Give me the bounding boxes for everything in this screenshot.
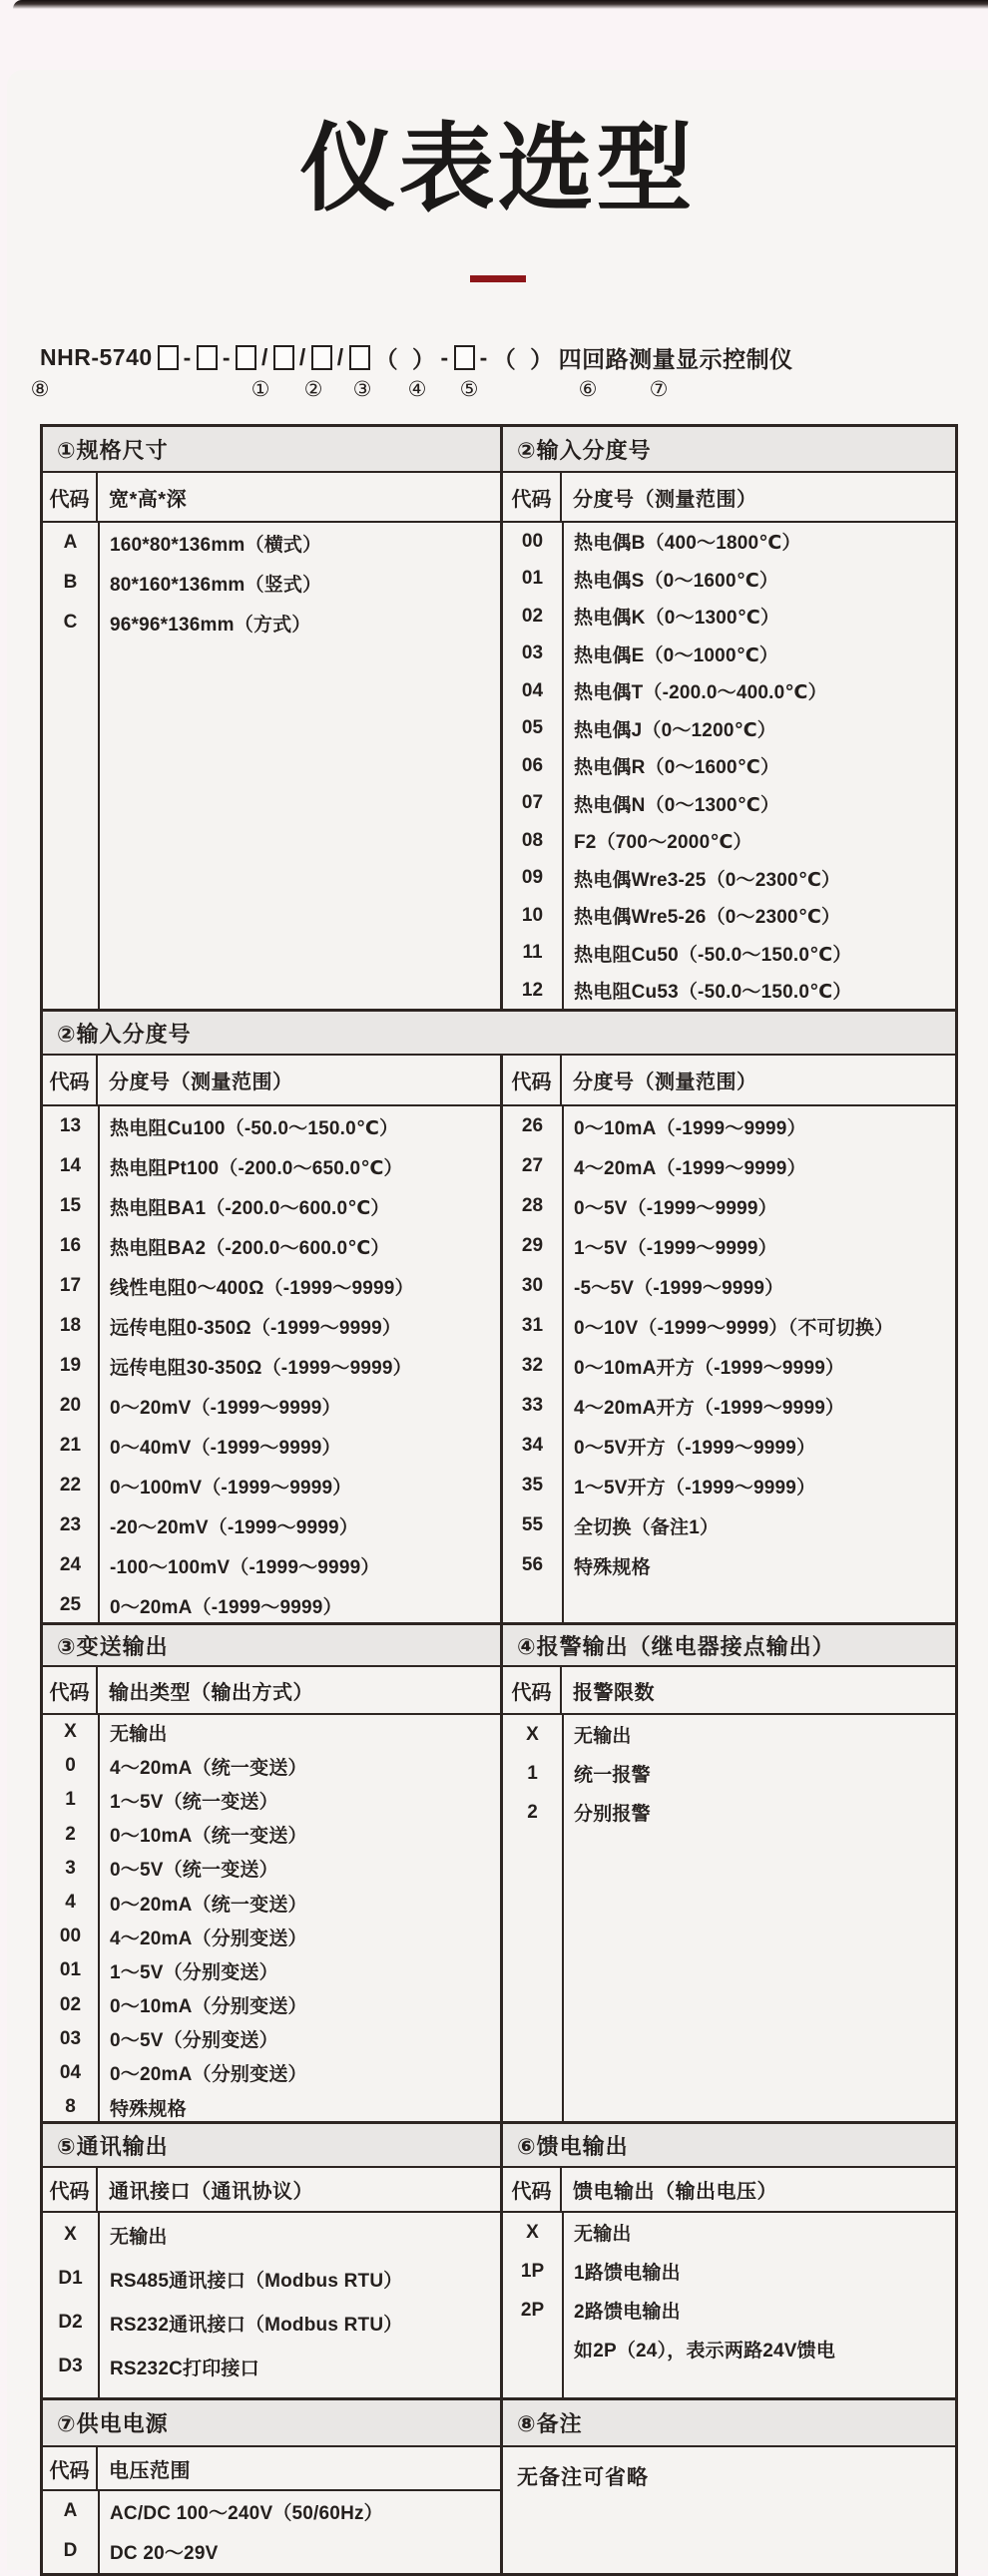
row-code: 2P	[520, 2299, 545, 2321]
column-header-code: 代码	[43, 2447, 98, 2489]
row-code: 26	[521, 1115, 544, 1136]
row-value: RS232通讯接口（Modbus RTU）	[110, 2314, 403, 2336]
row-value: 0～10V（-1999～9999）（不可切换）	[574, 1317, 894, 1339]
model-description: 四回路测量显示控制仪	[558, 346, 793, 372]
position-marker: ⑧	[30, 378, 50, 401]
row-value: 如2P（24），表示两路24V馈电	[574, 2341, 836, 2361]
table-row	[43, 1920, 500, 1953]
table-row	[43, 1426, 500, 1466]
row-value: -100～100mV（-1999～9999）	[110, 1556, 380, 1578]
row-code: 04	[521, 679, 544, 701]
row-code: 0	[65, 1755, 76, 1777]
row-value: 热电阻Cu100（-50.0～150.0℃）	[110, 1117, 399, 1139]
section-transmit-output	[43, 1625, 500, 2121]
table-row	[43, 2213, 500, 2257]
row-code: B	[63, 572, 78, 593]
column-header-code: 代码	[503, 1056, 562, 1104]
row-code: C	[63, 612, 78, 633]
table-row	[503, 785, 955, 823]
table-row	[503, 822, 955, 860]
row-value: 热电偶Wre3-25（0～2300℃）	[574, 869, 841, 891]
row-value: 热电偶R（0～1600℃）	[574, 757, 780, 779]
row-code: 03	[59, 2027, 82, 2049]
table-row	[43, 2531, 500, 2571]
table-row	[503, 897, 955, 935]
row-value: 0～20mA（分别变送）	[110, 2064, 307, 2086]
table-row	[503, 2330, 955, 2368]
row-value: 0～10mA（-1999～9999）	[574, 1117, 806, 1139]
row-code: 09	[521, 867, 544, 889]
row-code: 00	[59, 1926, 82, 1947]
column-divider	[98, 2213, 100, 2397]
table-row	[503, 2291, 955, 2330]
row-value: 1～5V（-1999～9999）	[574, 1237, 777, 1259]
row-value: 1路馈电输出	[574, 2263, 681, 2284]
table-row	[503, 2252, 955, 2291]
model-box-1	[158, 345, 179, 370]
row-value: 热电偶T（-200.0～400.0℃）	[574, 682, 827, 704]
row-code: 22	[59, 1475, 82, 1496]
table-row	[503, 636, 955, 673]
row-value: 热电阻BA1（-200.0～600.0℃）	[110, 1197, 390, 1219]
table-row	[43, 1953, 500, 1987]
row-code: 13	[59, 1115, 82, 1136]
table-row	[43, 1715, 500, 1749]
row-code: 29	[521, 1235, 544, 1256]
column-header-value: 馈电输出（输出电压）	[573, 2181, 777, 2203]
row-value: 0～100mV（-1999～9999）	[110, 1477, 352, 1499]
table-row	[503, 1266, 955, 1306]
model-box-5	[311, 345, 332, 370]
row-code: 28	[521, 1195, 544, 1216]
row-value: 热电偶B（400～1800℃）	[574, 533, 801, 555]
column-header-value: 通讯接口（通讯协议）	[109, 2181, 313, 2203]
row-value: RS485通讯接口（Modbus RTU）	[110, 2270, 403, 2292]
position-marker: ⑤	[459, 378, 479, 401]
row-value: 0～5V（统一变送）	[110, 1860, 278, 1882]
page-title: 仪表选型	[299, 116, 696, 222]
row-code: 24	[59, 1554, 82, 1575]
table-row	[503, 1754, 955, 1793]
row-code: 19	[59, 1355, 82, 1376]
row-value: 热电偶Wre5-26（0～2300℃）	[574, 907, 841, 929]
row-code: A	[63, 2500, 78, 2521]
table-row	[503, 860, 955, 898]
row-code: 10	[521, 904, 544, 926]
row-code: 12	[521, 979, 544, 1001]
section-comm-output	[43, 2124, 500, 2397]
row-value: 2路馈电输出	[574, 2302, 681, 2323]
table-row	[43, 1146, 500, 1186]
row-code: 30	[521, 1275, 544, 1296]
section-title: ④报警输出（继电器接点输出）	[503, 1625, 955, 1665]
column-header-code: 代码	[43, 2168, 98, 2211]
remarks-note: 无备注可省略	[503, 2445, 955, 2573]
table-row	[43, 1783, 500, 1817]
row-value: 热电阻BA2（-200.0～600.0℃）	[110, 1237, 390, 1259]
table-row	[43, 2056, 500, 2090]
table-row	[43, 1886, 500, 1920]
row-value: 热电阻Pt100（-200.0～650.0℃）	[110, 1157, 403, 1179]
section-title: ⑦供电电源	[43, 2400, 500, 2445]
model-paren: （ ）	[492, 346, 554, 372]
column-divider	[98, 2491, 100, 2573]
row-value: 无输出	[110, 2226, 168, 2248]
row-value: 0～10mA开方（-1999～9999）	[574, 1357, 845, 1379]
row-value: F2（700～2000℃）	[574, 832, 752, 854]
model-sep: /	[261, 344, 268, 370]
row-value: 160*80*136mm（横式）	[110, 534, 322, 556]
column-header-value: 输出类型（输出方式）	[109, 1681, 313, 1704]
table-row	[43, 1226, 500, 1266]
table-row	[43, 2491, 500, 2531]
table-group-3	[43, 1622, 955, 2121]
section-title: ⑧备注	[503, 2400, 955, 2445]
row-value: 统一报警	[574, 1765, 651, 1786]
row-code: D3	[58, 2356, 83, 2376]
row-code: D1	[58, 2268, 83, 2289]
content-card	[7, 70, 988, 2570]
row-code: 01	[521, 568, 544, 590]
row-value: 热电偶N（0～1300℃）	[574, 794, 780, 816]
row-code: 14	[59, 1155, 82, 1176]
model-box-2	[197, 345, 218, 370]
table-row	[43, 1106, 500, 1146]
column-header-value: 报警限数	[573, 1681, 655, 1704]
row-value: 0～5V开方（-1999～9999）	[574, 1437, 816, 1459]
row-code: X	[526, 1723, 539, 1745]
table-row	[503, 1146, 955, 1186]
column-header-code: 代码	[43, 1056, 98, 1104]
row-value: 1～5V开方（-1999～9999）	[574, 1477, 816, 1499]
column-header-value: 宽*高*深	[109, 488, 188, 511]
column-header-code: 代码	[43, 473, 98, 521]
row-code: 00	[521, 530, 544, 552]
column-header-code: 代码	[43, 1667, 98, 1713]
row-code: 02	[59, 1993, 82, 2015]
row-code: X	[64, 1721, 77, 1743]
row-value: 0～10mA（统一变送）	[110, 1826, 307, 1848]
table-row	[43, 1749, 500, 1783]
row-code: 11	[522, 942, 543, 964]
section-input-range-b-left	[43, 1054, 500, 1625]
row-value: 分别报警	[574, 1804, 651, 1825]
section-power-supply	[43, 2400, 500, 2573]
row-value: 特殊规格	[574, 1556, 651, 1578]
column-header-code: 代码	[503, 1667, 562, 1713]
row-value: 特殊规格	[110, 2098, 187, 2120]
column-divider	[98, 523, 100, 1009]
model-sep: /	[336, 344, 344, 370]
row-code: 3	[65, 1857, 76, 1879]
row-code: 07	[521, 792, 544, 814]
column-divider	[98, 1106, 100, 1625]
row-value: AC/DC 100～240V（50/60Hz）	[110, 2502, 383, 2524]
model-code-area	[30, 341, 978, 401]
row-value: 热电偶J（0～1200℃）	[574, 719, 777, 741]
row-code: X	[64, 2224, 77, 2245]
row-value: 远传电阻0-350Ω（-1999～9999）	[110, 1317, 402, 1339]
row-value: 热电偶S（0～1600℃）	[574, 570, 779, 592]
table-row	[43, 2090, 500, 2121]
row-value: 4～20mA（统一变送）	[110, 1757, 307, 1779]
row-value: RS232C打印接口	[110, 2358, 259, 2379]
table-row	[503, 1226, 955, 1266]
row-value: 无输出	[574, 1726, 632, 1747]
table-row	[43, 1346, 500, 1386]
row-code: 32	[521, 1355, 544, 1376]
row-value: 96*96*136mm（方式）	[110, 614, 311, 636]
table-row	[43, 1186, 500, 1226]
model-code-line	[40, 341, 978, 374]
row-value: 0～20mV（-1999～9999）	[110, 1397, 341, 1419]
section-alarm-output	[500, 1625, 955, 2121]
column-divider	[562, 2213, 564, 2397]
table-group-5	[43, 2397, 955, 2573]
table-row	[43, 2022, 500, 2056]
row-value: 80*160*136mm（竖式）	[110, 574, 322, 596]
table-row	[43, 2257, 500, 2301]
row-code: 4	[65, 1892, 76, 1914]
table-row	[503, 1386, 955, 1426]
row-code: 17	[59, 1275, 82, 1296]
model-position-markers	[30, 377, 958, 405]
table-row	[43, 1466, 500, 1505]
position-marker: ④	[407, 378, 427, 401]
row-code: 20	[59, 1395, 82, 1416]
table-row	[43, 1545, 500, 1585]
row-code: 18	[59, 1315, 82, 1336]
model-box-7	[454, 345, 475, 370]
row-value: 0～20mA（-1999～9999）	[110, 1596, 342, 1618]
model-paren: （ ）	[374, 346, 436, 372]
row-code: 16	[59, 1235, 82, 1256]
title-accent-dash	[470, 275, 526, 282]
table-row	[43, 563, 500, 603]
position-marker: ⑥	[578, 378, 598, 401]
model-box-4	[273, 345, 294, 370]
table-row	[43, 2301, 500, 2345]
row-value: 1～5V（分别变送）	[110, 1961, 278, 1983]
table-row	[503, 1306, 955, 1346]
row-code: 23	[59, 1514, 82, 1535]
row-code: 03	[521, 643, 544, 664]
row-value: 全切换（备注1）	[574, 1516, 720, 1538]
row-code: 2	[65, 1823, 76, 1845]
row-code: A	[63, 532, 78, 553]
row-value: 无输出	[110, 1723, 168, 1745]
row-value: 0～5V（分别变送）	[110, 2030, 278, 2052]
row-code: 15	[59, 1195, 82, 1216]
selection-table	[40, 424, 958, 2576]
row-value: 0～20mA（统一变送）	[110, 1894, 307, 1916]
table-row	[43, 1585, 500, 1625]
row-value: 1～5V（统一变送）	[110, 1791, 278, 1813]
position-marker: ①	[250, 378, 270, 401]
model-box-3	[236, 345, 256, 370]
section-title: ①规格尺寸	[43, 427, 500, 471]
table-row	[503, 1466, 955, 1505]
model-sep: -	[183, 344, 192, 370]
table-row	[503, 1186, 955, 1226]
table-row	[503, 523, 955, 561]
table-row	[43, 1266, 500, 1306]
table-row	[503, 1715, 955, 1754]
row-code: 55	[521, 1514, 544, 1535]
row-value: 0～10mA（分别变送）	[110, 1996, 307, 2018]
row-code: 1	[527, 1762, 538, 1784]
column-header-value: 分度号（测量范围）	[109, 1072, 293, 1093]
table-row	[43, 1306, 500, 1346]
row-code: 06	[521, 754, 544, 776]
row-code: X	[526, 2221, 539, 2243]
row-code: 1	[65, 1789, 76, 1811]
column-divider	[98, 1715, 100, 2121]
table-row	[503, 1346, 955, 1386]
row-value: -20～20mV（-1999～9999）	[110, 1516, 359, 1538]
row-code: 34	[521, 1435, 544, 1456]
section-title: ②输入分度号	[503, 427, 955, 471]
section-feed-output	[500, 2124, 955, 2397]
table-group-1	[43, 427, 955, 1009]
row-value: 远传电阻30-350Ω（-1999～9999）	[110, 1357, 412, 1379]
table-row	[503, 1793, 955, 1832]
row-code: 1P	[520, 2260, 545, 2282]
table-row	[43, 523, 500, 563]
position-marker: ②	[303, 378, 323, 401]
table-row	[43, 2345, 500, 2388]
model-sep: /	[298, 344, 306, 370]
model-sep: -	[479, 344, 488, 370]
row-value: 0～40mV（-1999～9999）	[110, 1437, 341, 1459]
row-code: 56	[521, 1554, 544, 1575]
table-row	[503, 747, 955, 785]
table-row	[503, 561, 955, 599]
row-code: 05	[521, 717, 544, 739]
row-code: 02	[521, 605, 544, 627]
section-title: ③变送输出	[43, 1625, 500, 1665]
row-code: 33	[521, 1395, 544, 1416]
row-code: 04	[59, 2061, 82, 2083]
table-row	[43, 1988, 500, 2022]
section-spec-size	[43, 427, 500, 1009]
table-row	[503, 1426, 955, 1466]
table-row	[503, 2213, 955, 2252]
row-code: D2	[58, 2312, 83, 2333]
column-divider	[562, 1715, 564, 2121]
section-title: ⑥馈电输出	[503, 2124, 955, 2166]
row-value: 4～20mA（分别变送）	[110, 1928, 307, 1949]
row-value: 4～20mA开方（-1999～9999）	[574, 1397, 845, 1419]
section-remarks	[500, 2400, 955, 2573]
table-row	[43, 1386, 500, 1426]
table-row	[43, 1505, 500, 1545]
row-code: 8	[65, 2096, 76, 2118]
table-row	[43, 1818, 500, 1852]
row-value: 4～20mA（-1999～9999）	[574, 1157, 806, 1179]
top-dark-bar	[13, 0, 988, 9]
table-row	[503, 1505, 955, 1545]
model-sep: -	[222, 344, 231, 370]
row-value: 热电偶E（0～1000℃）	[574, 644, 779, 666]
table-group-4	[43, 2121, 955, 2397]
section-input-range-a	[500, 427, 955, 1009]
row-code: 01	[59, 1959, 82, 1981]
column-divider	[562, 1106, 564, 1625]
row-code: 31	[521, 1315, 544, 1336]
model-prefix: NHR-5740	[40, 344, 153, 370]
column-header-code: 代码	[503, 2168, 562, 2211]
table-row	[503, 672, 955, 710]
row-value: 热电阻Cu53（-50.0～150.0℃）	[574, 982, 852, 1004]
model-sep: -	[440, 344, 449, 370]
row-code: 35	[521, 1475, 544, 1496]
row-value: DC 20～29V	[110, 2542, 219, 2564]
table-row	[503, 1545, 955, 1585]
column-header-value: 电压范围	[109, 2459, 191, 2482]
column-header-value: 分度号（测量范围）	[573, 1072, 757, 1093]
table-row	[503, 1106, 955, 1146]
section-input-range-b-right	[500, 1054, 955, 1625]
column-header-code: 代码	[503, 473, 562, 521]
row-value: 热电偶K（0～1300℃）	[574, 608, 780, 630]
row-value: -5～5V（-1999～9999）	[574, 1277, 784, 1299]
model-box-6	[349, 345, 370, 370]
row-value: 0～5V（-1999～9999）	[574, 1197, 777, 1219]
row-value: 热电阻Cu50（-50.0～150.0℃）	[574, 944, 852, 966]
row-code: D	[63, 2540, 78, 2561]
section-title: ⑤通讯输出	[43, 2124, 500, 2166]
table-row	[43, 603, 500, 643]
table-row	[503, 598, 955, 636]
row-value: 线性电阻0～400Ω（-1999～9999）	[110, 1277, 414, 1299]
table-row	[503, 935, 955, 973]
column-divider	[562, 523, 564, 1009]
row-code: 08	[521, 829, 544, 851]
row-code: 25	[59, 1594, 82, 1615]
table-row	[503, 972, 955, 1009]
row-code: 27	[521, 1155, 544, 1176]
row-code: 2	[527, 1801, 538, 1823]
row-value: 无输出	[574, 2224, 632, 2245]
table-row	[503, 710, 955, 748]
row-code: 21	[59, 1435, 82, 1456]
position-marker: ⑦	[649, 378, 669, 401]
table-group-2	[43, 1009, 955, 1622]
section-title: ②输入分度号	[43, 1012, 955, 1054]
column-header-value: 分度号（测量范围）	[573, 488, 757, 511]
table-row	[43, 1852, 500, 1886]
position-marker: ③	[352, 378, 372, 401]
